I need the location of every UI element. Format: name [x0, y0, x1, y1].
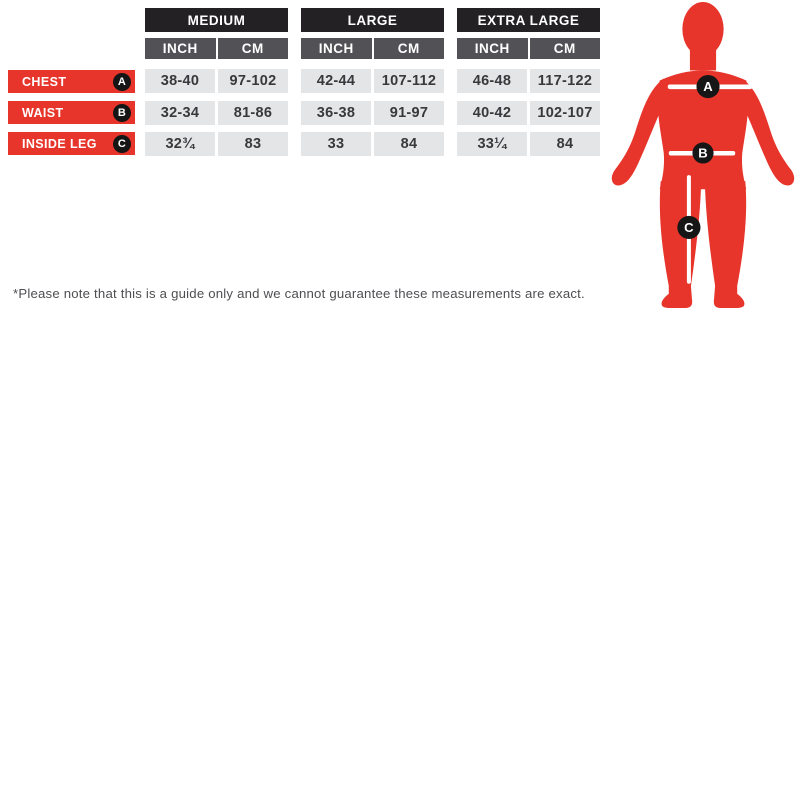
cell-medium-waist-inch: 32-34: [145, 101, 215, 125]
figure-left-leg: [660, 177, 701, 308]
cell-medium-insideleg-inch: 32¾: [145, 132, 215, 156]
row-label-inside-leg-text: INSIDE LEG: [22, 136, 97, 151]
cell-large-chest-inch: 42-44: [301, 69, 371, 93]
marker-a-badge: A: [113, 73, 131, 91]
unit-header-inch: INCH: [301, 38, 372, 59]
figure-neck: [690, 42, 716, 70]
row-label-inside-leg: [8, 132, 135, 155]
marker-b-badge: B: [113, 104, 131, 122]
cell-medium-insideleg-cm: 83: [218, 132, 288, 156]
table-row: [457, 132, 600, 156]
figure-marker-a-label: A: [703, 79, 713, 95]
row-label-chest-text: CHEST: [22, 74, 67, 89]
cell-medium-waist-cm: 81-86: [218, 101, 288, 125]
unit-header-inch: INCH: [457, 38, 528, 59]
table-row: [145, 69, 288, 93]
figure-left-arm: [612, 79, 667, 186]
unit-header-row: [301, 38, 444, 59]
table-row: [301, 132, 444, 156]
figure-right-leg: [705, 177, 746, 308]
size-header-medium: MEDIUM: [145, 8, 288, 32]
cell-xlarge-chest-cm: 117-122: [530, 69, 600, 93]
body-figure: [606, 0, 800, 314]
cell-xlarge-insideleg-cm: 84: [530, 132, 600, 156]
size-group-large: [301, 8, 444, 158]
row-label-chest: [8, 70, 135, 93]
cell-xlarge-chest-inch: 46-48: [457, 69, 527, 93]
size-group-medium: [145, 8, 288, 158]
figure-marker-b-label: B: [698, 145, 708, 161]
unit-header-cm: CM: [374, 38, 445, 59]
table-row: [457, 101, 600, 125]
unit-header-cm: CM: [218, 38, 289, 59]
cell-xlarge-insideleg-inch: 33¼: [457, 132, 527, 156]
table-row: [457, 69, 600, 93]
cell-large-waist-cm: 91-97: [374, 101, 444, 125]
row-label-waist: [8, 101, 135, 124]
table-row: [145, 132, 288, 156]
cell-large-insideleg-cm: 84: [374, 132, 444, 156]
unit-header-row: [457, 38, 600, 59]
cell-large-waist-inch: 36-38: [301, 101, 371, 125]
unit-header-row: [145, 38, 288, 59]
cell-xlarge-waist-cm: 102-107: [530, 101, 600, 125]
cell-large-chest-cm: 107-112: [374, 69, 444, 93]
unit-header-cm: CM: [530, 38, 601, 59]
cell-xlarge-waist-inch: 40-42: [457, 101, 527, 125]
table-row: [301, 101, 444, 125]
guide-disclaimer-note: *Please note that this is a guide only and we cannot guarantee these measurements are exact.: [13, 286, 585, 301]
marker-c-badge: C: [113, 135, 131, 153]
cell-large-insideleg-inch: 33: [301, 132, 371, 156]
unit-header-inch: INCH: [145, 38, 216, 59]
size-group-extra-large: [457, 8, 600, 158]
table-row: [145, 101, 288, 125]
cell-medium-chest-cm: 97-102: [218, 69, 288, 93]
size-header-large: LARGE: [301, 8, 444, 32]
figure-right-arm: [739, 79, 794, 186]
row-label-waist-text: WAIST: [22, 105, 64, 120]
table-row: [301, 69, 444, 93]
figure-marker-c-label: C: [684, 219, 694, 235]
size-header-extra-large: EXTRA LARGE: [457, 8, 600, 32]
cell-medium-chest-inch: 38-40: [145, 69, 215, 93]
